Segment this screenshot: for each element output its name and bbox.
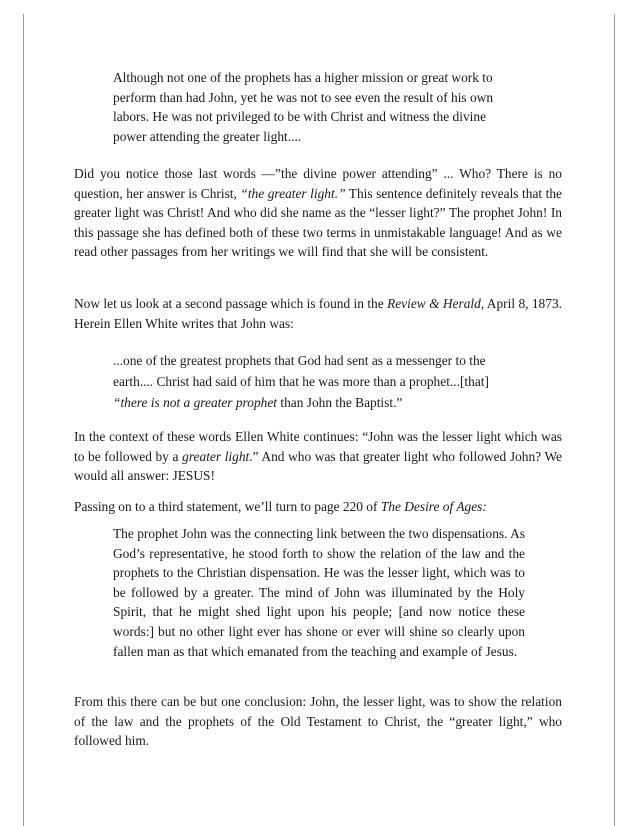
quote-text: than John the Baptist.” (277, 395, 403, 410)
paragraph-text: Passing on to a third statement, we’ll turn to page 220 of (74, 499, 381, 514)
quote-line: labors. He was not privileged to be with Christ and witness the divine (113, 109, 487, 125)
paragraph-text: From this there can be but one conclusion: John, the lesser light, was to show the relation of the law and the prophets of the Old Testament to Christ, the “greater light,” who followed him. (74, 694, 562, 749)
paragraph-1 (74, 164, 562, 262)
quote-line: Although not one of the prophets has a higher mission or great work to (113, 70, 493, 85)
block-quote-1 (113, 68, 525, 146)
book-title: The Desire of Ages: (380, 499, 487, 514)
quote-line (113, 392, 525, 413)
paragraph-text: Did you notice those last words —”the divine power attending” ... Who? There is no question, her answer is Christ, (74, 166, 562, 201)
paragraph-text: In the context of these words Ellen White continues: “John was the lesser light which was to be followed by a (74, 429, 562, 464)
emphasis-text: “the greater light.” (240, 185, 346, 201)
left-margin-rule (23, 14, 24, 826)
paragraph-text: .” And who was that greater light who followed John? We would all answer: JESUS! (74, 448, 562, 484)
right-margin-rule (614, 14, 615, 826)
quote-line: ...one of the greatest prophets that God had sent as a messenger to the (113, 353, 486, 368)
paragraph-text: April 8, 1873. Herein Ellen White writes that John was: (74, 296, 562, 331)
emphasis-text: greater light (182, 448, 250, 464)
emphasis-text: “there is not a greater prophet (113, 395, 278, 410)
paragraph-5 (74, 692, 562, 751)
paragraph-2 (74, 294, 562, 333)
paragraph-4 (74, 497, 562, 517)
block-quote-3 (113, 524, 525, 661)
publication-title: Review & Herald, (387, 296, 485, 311)
paragraph-text: This sentence definitely reveals that the greater light was Christ! And who did she name as the “lesser light?” The prophet John! In this passage she has defined both of these two terms in unmistakable language! And as we read other passages from her writings we will find that she will be consistent. (74, 185, 562, 260)
quote-line: earth.... Christ had said of him that he was more than a prophet...[that] (113, 374, 489, 389)
block-quote-2 (113, 350, 525, 413)
paragraph-text: Now let us look at a second passage which is found in the (74, 296, 388, 311)
quote-line: power attending the greater light.... (113, 128, 302, 144)
paragraph-3 (74, 427, 562, 486)
quote-text: The prophet John was the connecting link between the two dispensations. As God’s representative, he stood forth to show the relation of the law and the prophets to the Christian dispensation. He was the lesser light, which was to be followed by a greater. The mind of John was illuminated by the Holy Spirit, that he might shed light upon his people; [and now notice these words:] but no other light ever has shone or ever will shine so clearly upon fallen man as that which emanated from the teaching and example of Jesus. (113, 526, 525, 659)
quote-line: perform than had John, yet he was not to see even the result of his own (113, 89, 494, 105)
